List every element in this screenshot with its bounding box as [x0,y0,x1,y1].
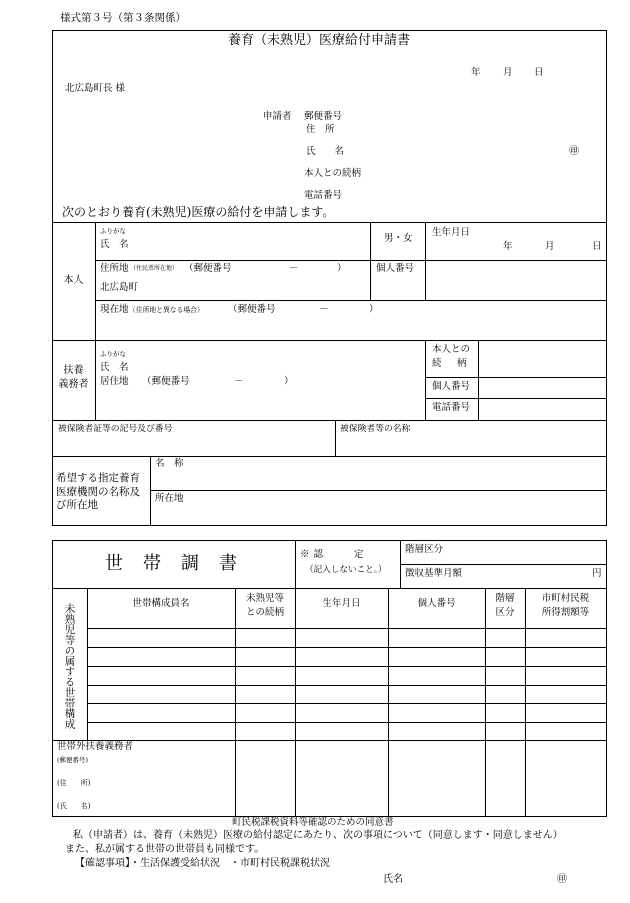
patient-furigana-label: ふりがな [100,227,126,235]
table-rule [400,540,401,588]
applicant-seal-mark: ㊞ [569,146,579,157]
applicant-postal-label: 郵便番号 [304,111,343,122]
table-rule [425,377,607,378]
table-rule [478,340,479,420]
date-day-label: 日 [534,67,544,78]
patient-birth-month-label: 月 [545,241,555,252]
household-member-row [88,667,606,685]
consent-seal-mark: ㊞ [557,874,567,885]
household-member-row [88,686,606,704]
patient-birth-year-label: 年 [503,241,513,252]
application-title: 養育（未熟児）医療給付申請書 [228,33,411,48]
column-member-name: 世帯構成員名 [132,598,190,609]
guardian-postal-close: ） [284,376,294,387]
column-my-number: 個人番号 [417,598,456,609]
column-relation-line1: 未熟児等 [245,593,284,604]
insurance-card-number-label: 被保険者証等の記号及び番号 [58,424,173,434]
consent-title: 町民税課税資料等確認のための同意書 [232,817,394,828]
certification-label: ※認 定 [300,549,368,560]
form-number-label: 様式第３号（第３条関係） [60,12,186,24]
tier-label: 階層区分 [405,544,444,555]
table-rule [425,398,607,399]
date-month-label: 月 [503,67,513,78]
household-survey-title: 世 帯 調 書 [105,553,238,574]
table-rule [52,456,607,457]
table-rule [425,222,426,300]
patient-current-postal-dash: － [319,304,329,315]
patient-current-postal-close: ） [369,304,379,315]
applicant-label: 申請者 [263,111,292,122]
table-rule [52,420,607,421]
applicant-relation-label: 本人との続柄 [304,168,362,179]
household-member-row [88,704,606,722]
outside-guardian-name-label: (氏 名) [57,802,91,810]
table-rule [52,340,607,341]
patient-current-address-note: （住所地と異なる場合） [129,306,204,314]
institution-label-line1: 希望する指定養育 [56,472,140,484]
patient-address-label: 住所地 [100,263,129,274]
guardian-residence-label: 居住地 [100,376,129,387]
institution-label-line2: 医療機関の名称及 [56,486,140,498]
household-member-row [88,629,606,647]
patient-address-postal-close: ） [337,263,347,274]
guardian-section-label-line1: 扶養 [63,365,84,376]
table-rule [335,420,336,456]
institution-name-label: 名 称 [155,458,184,469]
patient-my-number-label: 個人番号 [376,263,415,274]
household-member-row [88,648,606,666]
table-rule [150,456,151,525]
consent-line-1: 私（申請者）は、養育（未熟児）医療の給付認定にあたり、次の事項について（同意します・同意しません） [73,830,563,841]
patient-name-label: 氏 名 [100,239,129,250]
patient-birth-day-label: 日 [592,241,602,252]
outside-guardian-label: 世帯外扶養義務者 [57,741,134,752]
column-tax-line1: 市町村民税 [541,593,590,604]
patient-current-postal-label: （郵便番号 [228,304,276,315]
patient-current-address-label: 現在地 [100,304,129,315]
column-tax-line2: 所得割額等 [541,607,590,618]
patient-section-label: 本人 [63,275,84,286]
patient-address-town: 北広島町 [100,282,139,293]
column-birthdate: 生年月日 [322,598,361,609]
patient-birthdate-label: 生年月日 [432,227,471,238]
guardian-relation-label-line1: 本人との [432,344,471,355]
table-rule [52,222,607,223]
patient-sex-options: 男・女 [384,233,413,244]
application-statement: 次のとおり養育(未熟児)医療の給付を申請します。 [62,205,335,219]
consent-line-3: 【確認事項】・生活保護受給状況 ・市町村民税課税状況 [75,858,330,869]
guardian-my-number-label: 個人番号 [432,381,471,392]
institution-label-line3: び所在地 [56,499,98,511]
household-member-row [88,723,606,741]
guardian-furigana-label: ふりがな [100,350,126,358]
column-tier-line2: 区分 [495,607,515,618]
consent-name-label: 氏名 [383,874,403,885]
table-rule [425,340,426,420]
patient-address-postal-label: （郵便番号 [184,263,232,274]
outside-guardian-postal-label: (郵便番号) [57,756,89,764]
patient-address-note: （住民票所在地） [130,265,179,272]
applicant-phone-label: 電話番号 [304,190,343,201]
patient-address-postal-dash: － [289,263,299,274]
table-rule [95,300,607,301]
insurer-name-label: 被保険者等の名称 [340,424,411,434]
applicant-name-label: 氏 名 [306,146,345,157]
yen-unit: 円 [592,568,602,579]
table-rule [95,222,96,420]
applicant-address-label: 住 所 [306,124,335,135]
table-rule [52,588,607,589]
outside-guardian-address-label: (住 所) [57,779,91,787]
application-form-box [52,30,607,526]
addressee-label: 北広島町長 様 [65,83,126,94]
guardian-phone-label: 電話番号 [432,402,471,413]
guardian-section-label-line2: 義務者 [58,379,89,390]
column-tier-line1: 階層 [495,593,515,604]
table-rule [95,260,607,261]
guardian-name-label: 氏 名 [100,362,129,373]
consent-line-2: また、私が属する世帯の世帯員も同様です。 [65,844,265,855]
guardian-postal-label: （郵便番号 [142,376,190,387]
date-year-label: 年 [471,67,481,78]
table-rule [400,564,607,565]
column-relation-line2: との続柄 [245,607,284,618]
household-composition-side-label: 未熟児等の属する世帯構成 [63,603,76,729]
guardian-postal-dash: － [234,376,244,387]
table-rule [150,490,607,491]
monthly-fee-label: 徴収基準月額 [405,568,463,579]
table-rule [370,222,371,300]
institution-location-label: 所在地 [155,493,184,504]
certification-note: （記入しないこと。） [305,565,387,575]
guardian-relation-label-line2: 続 柄 [432,358,470,369]
